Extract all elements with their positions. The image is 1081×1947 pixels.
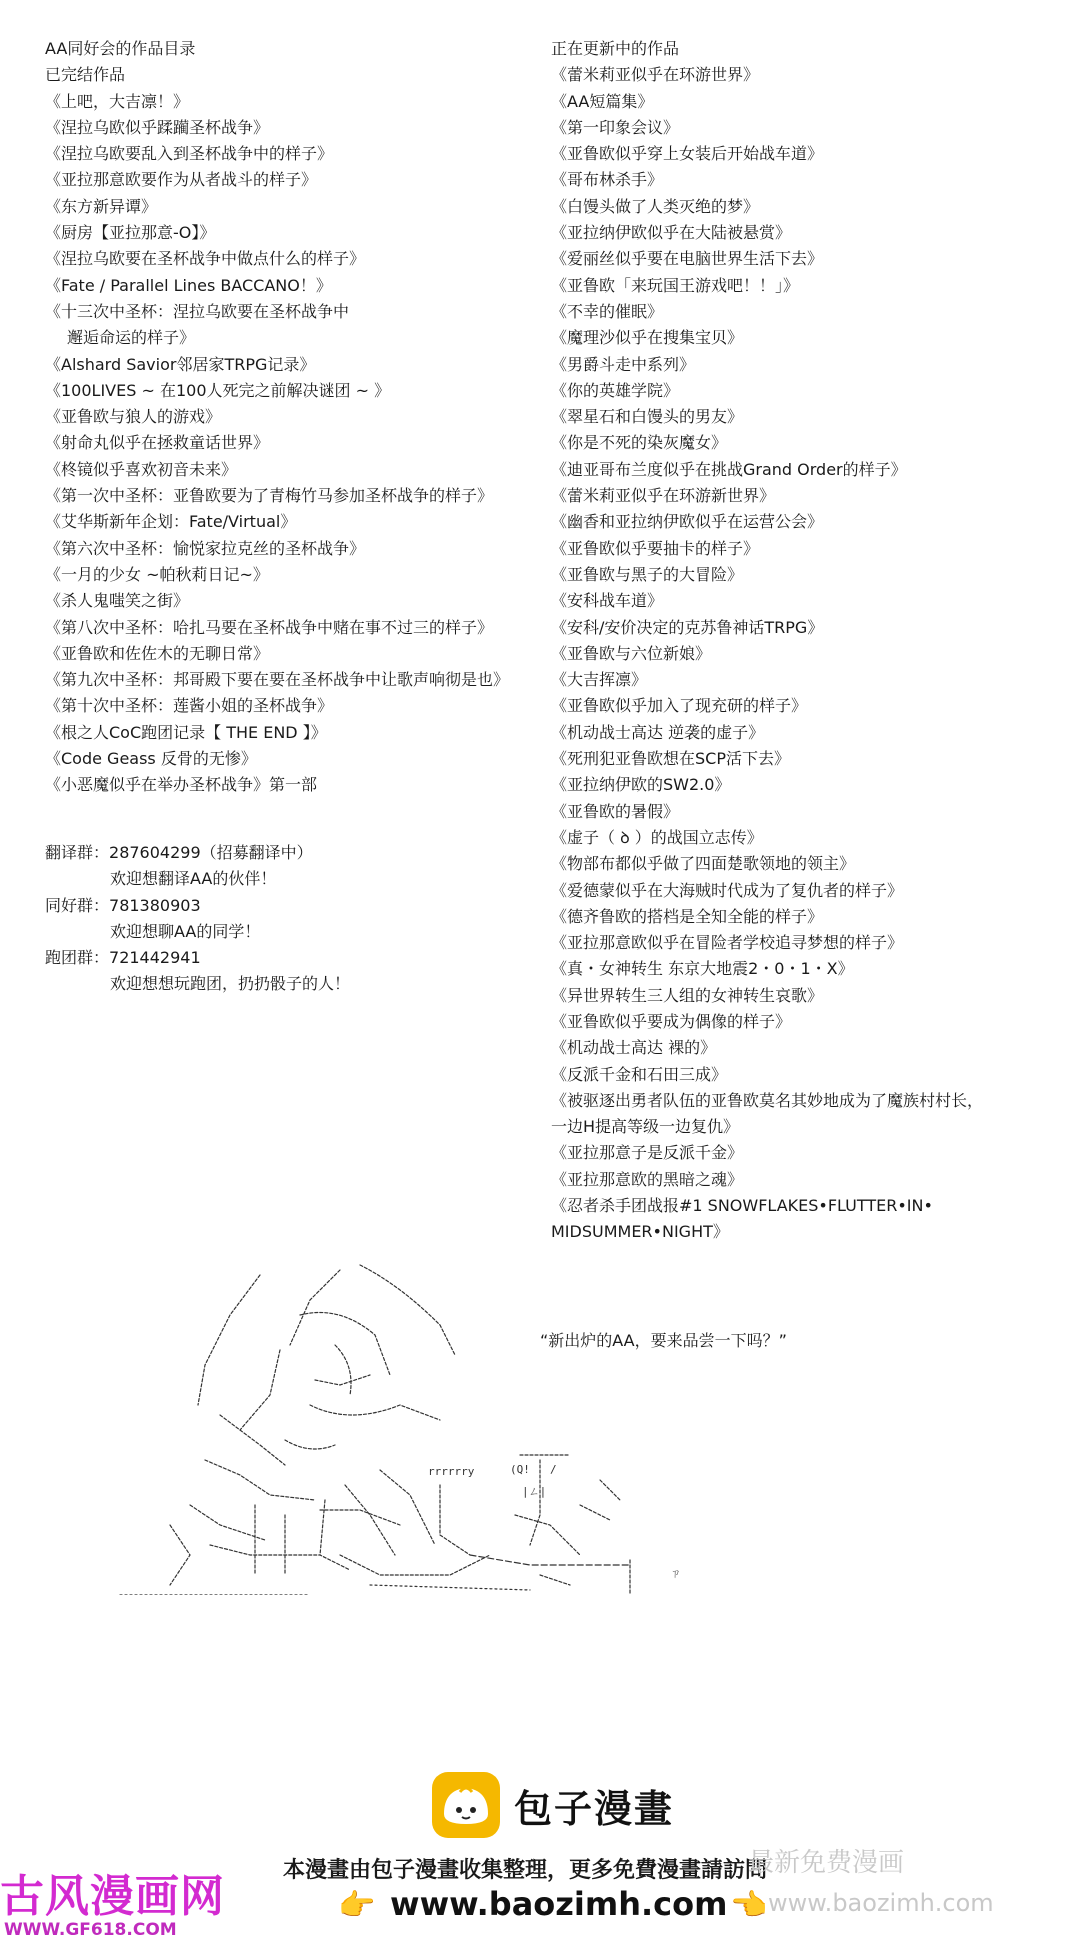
list-item: 《射命丸似乎在拯救童话世界》 (45, 433, 270, 453)
list-item: 《涅拉乌欧似乎蹂躏圣杯战争》 (45, 117, 270, 137)
list-item-continued: 邂逅命运的样子》 (67, 328, 196, 348)
list-item: 《死刑犯亚鲁欧想在SCP活下去》 (551, 749, 790, 769)
ascii-text-fragment: (Q! (510, 1463, 530, 1476)
list-item: 《男爵斗走中系列》 (551, 354, 696, 374)
group-row-translation (45, 840, 350, 866)
list-item: 《第十次中圣杯：莲酱小姐的圣杯战争》 (45, 696, 334, 716)
list-item: 《亚鲁欧「来玩国王游戏吧！！」》 (551, 275, 800, 295)
list-item: 《亚拉那意欧似乎在冒险者学校追寻梦想的样子》 (551, 933, 904, 953)
completed-heading: 已完结作品 (45, 65, 126, 85)
list-item: 《第九次中圣杯：邦哥殿下要在要在圣杯战争中让歌声响彻是也》 (45, 670, 510, 690)
ongoing-works-column (551, 36, 983, 1246)
list-item: 《爱丽丝似乎要在电脑世界生活下去》 (551, 249, 824, 269)
list-item: 《十三次中圣杯：涅拉乌欧要在圣杯战争中 (45, 301, 350, 321)
list-item: 《AA短篇集》 (551, 91, 654, 111)
footer-note: 本漫畫由包子漫畫收集整理，更多免費漫畫請訪問 (283, 1858, 768, 1883)
list-item: 《亚拉纳伊欧似乎在大陆被悬赏》 (551, 223, 792, 243)
list-item: 《机动战士高达 逆袭的虚子》 (551, 722, 765, 742)
site-url-link[interactable]: www.baozimh.com (390, 1885, 728, 1923)
group-label: 同好群： (45, 895, 110, 915)
list-item: 《亚拉那意欧要作为从者战斗的样子》 (45, 170, 318, 190)
list-item: 《被驱逐出勇者队伍的亚鲁欧莫名其妙地成为了魔族村村长， (551, 1090, 984, 1110)
list-item: 《白馒头做了人类灭绝的梦》 (551, 196, 760, 216)
list-item: 《安科战车道》 (551, 591, 664, 611)
group-label: 跑团群： (45, 948, 110, 968)
group-note: 欢迎想翻译AA的伙伴！ (110, 869, 277, 889)
list-item: 《蕾米莉亚似乎在环游世界》 (551, 65, 760, 85)
list-item: 《亚拉那意子是反派千金》 (551, 1143, 744, 1163)
group-row-trpg (45, 945, 350, 971)
list-item: 《艾华斯新年企划：Fate/Virtual》 (45, 512, 297, 532)
watermark-title: 古风漫画网 (0, 1871, 225, 1922)
group-label: 翻译群： (45, 843, 110, 862)
list-item: 《杀人鬼嗤笑之街》 (45, 591, 190, 611)
group-number: 721442941 (109, 948, 201, 968)
group-note: 欢迎想想玩跑团，扔扔骰子的人！ (110, 974, 351, 994)
list-item: 《亚鲁欧似乎要成为偶像的样子》 (551, 1011, 792, 1031)
list-item: 《异世界转生三人组的女神转生哀歌》 (551, 985, 824, 1005)
list-item: 《你是不死的染灰魔女》 (551, 433, 728, 453)
ascii-art-drawing (110, 1255, 750, 1595)
list-item: 《物部布都似乎做了四面楚歌领地的领主》 (551, 854, 856, 874)
list-item: 《忍者杀手团战报#1 SNOWFLAKES•FLUTTER•IN• (551, 1196, 933, 1216)
list-item: 《亚鲁欧的暑假》 (551, 801, 680, 821)
ascii-text-fragment: ㄗ (670, 1567, 681, 1580)
list-item: 《迪亚哥布兰度似乎在挑战Grand Order的样子》 (551, 459, 907, 479)
list-item: 《第六次中圣杯：愉悦家拉克丝的圣杯战争》 (45, 538, 366, 558)
gufeng-watermark (0, 1860, 225, 1940)
ascii-text-fragment: |ㄥ| (522, 1485, 547, 1498)
list-item: 《亚鲁欧和佐佐木的无聊日常》 (45, 643, 270, 663)
list-item: 《根之人CoC跑团记录【 THE END 】》 (45, 722, 327, 742)
list-item: 《厨房【亚拉那意-O】》 (45, 223, 216, 243)
ascii-art-illustration (110, 1255, 750, 1595)
list-item: 《上吧，大吉凛！》 (45, 91, 190, 111)
group-number: 781380903 (109, 895, 201, 915)
list-item: 《德齐鲁欧的搭档是全知全能的样子》 (551, 906, 824, 926)
ascii-text-fragment: / (550, 1463, 557, 1476)
list-item: 《真・女神转生 东京大地震2・0・1・X》 (551, 959, 854, 979)
list-item: 《你的英雄学院》 (551, 380, 680, 400)
baozi-bun-icon (430, 1770, 502, 1840)
list-item-continued: 一边H提高等级一边复仇》 (551, 1117, 740, 1137)
completed-works-column (45, 36, 509, 799)
watermark-line: 最新免费漫画 (748, 1848, 905, 1878)
list-item: 《翠星石和白馒头的男友》 (551, 407, 744, 427)
pointing-hand-left-icon: 👈 (730, 1888, 768, 1923)
list-item: 《东方新异谭》 (45, 196, 158, 216)
list-item: 《亚鲁欧与六位新娘》 (551, 643, 712, 663)
speech-quote: “新出炉的AA，要来品尝一下吗？” (540, 1331, 787, 1350)
list-item: 《Code Geass 反骨的无惨》 (45, 749, 257, 769)
list-item: 《亚拉那意欧的黑暗之魂》 (551, 1169, 744, 1189)
list-item: 《亚鲁欧与狼人的游戏》 (45, 407, 222, 427)
list-item: 《第八次中圣杯：哈扎马要在圣杯战争中赌在事不过三的样子》 (45, 617, 494, 637)
catalog-heading: AA同好会的作品目录 (45, 39, 196, 58)
list-item-continued: MIDSUMMER•NIGHT》 (551, 1222, 729, 1242)
list-item: 《涅拉乌欧要在圣杯战争中做点什么的样子》 (45, 249, 366, 269)
ascii-text-fragment: rrrrrry (428, 1465, 475, 1478)
brand-name: 包子漫畫 (514, 1785, 675, 1831)
list-item: 《100LIVES ~ 在100人死完之前解决谜团 ~ 》 (45, 380, 391, 400)
ongoing-heading: 正在更新中的作品 (551, 39, 680, 58)
list-item: 《亚鲁欧似乎穿上女装后开始战车道》 (551, 144, 824, 164)
group-note: 欢迎想聊AA的同学！ (110, 921, 261, 941)
list-item: 《机动战士高达 裸的》 (551, 1038, 717, 1058)
list-item: 《亚鲁欧似乎要抽卡的样子》 (551, 538, 760, 558)
list-item: 《小恶魔似乎在举办圣杯战争》第一部 (45, 775, 318, 795)
baozi-watermark (748, 1843, 994, 1923)
list-item: 《大吉挥凛》 (551, 670, 648, 690)
list-item: 《第一次中圣杯：亚鲁欧要为了青梅竹马参加圣杯战争的样子》 (45, 486, 494, 506)
list-item: 《第一印象会议》 (551, 117, 680, 137)
baozi-logo (430, 1770, 674, 1840)
group-row-fans (45, 893, 350, 919)
watermark-url: WWW.GF618.COM (4, 1920, 177, 1940)
group-info (45, 840, 350, 998)
pointing-hand-right-icon: 👉 (338, 1888, 376, 1923)
list-item: 《安科/安价决定的克苏鲁神话TRPG》 (551, 617, 824, 637)
list-item: 《不幸的催眠》 (551, 301, 664, 321)
list-item: 《亚鲁欧与黑子的大冒险》 (551, 564, 744, 584)
list-item: 《魔理沙似乎在搜集宝贝》 (551, 328, 744, 348)
list-item: 《幽香和亚拉纳伊欧似乎在运营公会》 (551, 512, 824, 532)
list-item: 《亚鲁欧似乎加入了现充研的样子》 (551, 696, 808, 716)
list-item: 《蕾米莉亚似乎在环游新世界》 (551, 486, 776, 506)
list-item: 《虚子（ ꝺ ）的战国立志传》 (551, 827, 763, 847)
list-item: 《Fate / Parallel Lines BACCANO！》 (45, 275, 332, 295)
list-item: 《Alshard Savior邻居家TRPG记录》 (45, 354, 316, 374)
list-item: 《反派千金和石田三成》 (551, 1064, 728, 1084)
watermark-line: www.baozimh.com (768, 1889, 994, 1917)
list-item: 《一月的少女 ~帕秋莉日记~》 (45, 564, 269, 584)
list-item: 《涅拉乌欧要乱入到圣杯战争中的样子》 (45, 144, 334, 164)
list-item: 《爱德蒙似乎在大海贼时代成为了复仇者的样子》 (551, 880, 904, 900)
group-number: 287604299（招募翻译中） (109, 843, 313, 862)
list-item: 《亚拉纳伊欧的SW2.0》 (551, 775, 731, 795)
list-item: 《柊镜似乎喜欢初音未来》 (45, 459, 238, 479)
list-item: 《哥布林杀手》 (551, 170, 664, 190)
